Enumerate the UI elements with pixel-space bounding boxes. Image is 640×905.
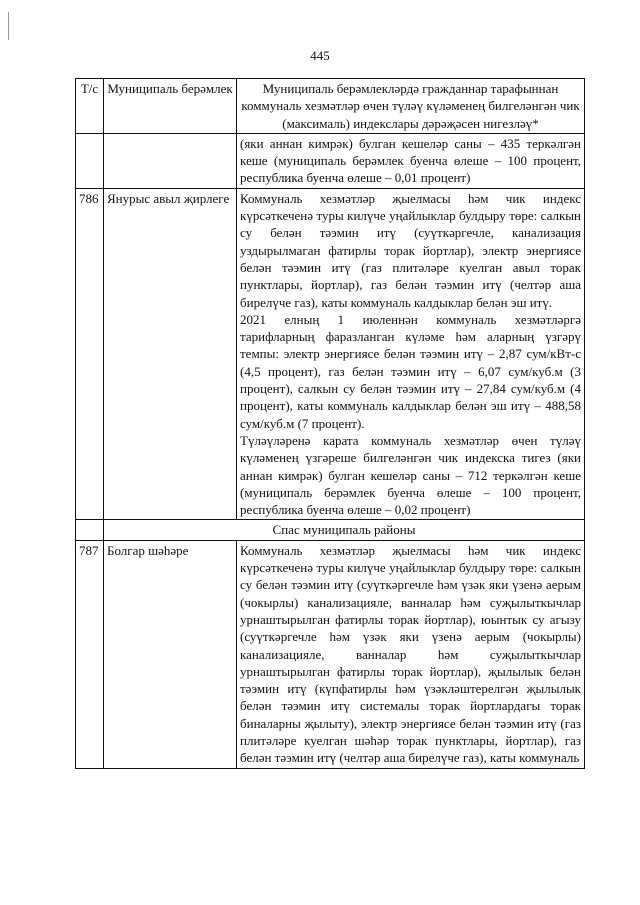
table-row [76,133,585,188]
header-index-justification: Муниципаль берәмлекләрдә гражданнар тарафыннан коммуналь хезмәтләр өчен түләү күләменең билгеләнгән чик (максималь) индекслары дәрәҗәсен нигезләү* [237,79,585,134]
row-municipality: Янурыс авыл җирлеге [104,188,237,520]
table-row [76,188,585,520]
row-justification [237,540,585,768]
header-no: Т/с [76,79,104,134]
justification-paragraph: Түләүләренә карата коммуналь хезмәтләр өчен түләү күләменең үзгәреше билгеләнгән чик индекска тигез (яки аннан кимрәк) булган кешеләр саны – 712 теркәлгән кеше (муниципаль берәмлек буенча өлеше – 100 процент, республика буенча өлеше – 0,02 процент) [240,432,581,518]
justification-paragraph: 2021 елның 1 июленнән коммуналь хезмәтләргә тарифларның фаразланган күләме һәм аларның үзгәрү темпы: электр энергиясе белән тәэмин итү – 2,87 сум/кВт-с (4,5 процент), газ белән тәэмин итү – 6,07 сум/куб.м (3 процент), салкын су белән тәэмин итү – 27,84 сум/куб.м (4 процент), каты коммуналь калдыклар белән эш итү – 488,58 сум/куб.м (7 процент). [240,311,581,431]
row-justification [237,188,585,520]
page-number: 445 [310,48,330,63]
row-municipality [104,133,237,188]
justification-paragraph: Коммуналь хезмәтләр җыелмасы һәм чик индекс күрсәткеченә туры килүче уңайлыклар булдыру төре: салкын су белән тәэмин итү (суүткәргечле, канализация уздырылмаган фатирлы торак йортлар), электр энергиясе белән тәэмин итү (газ плитәләре куелган авыл торак пунктлары, йортлар), газ белән тәэмин итү (челтәр аша бирелүче газ), каты коммуналь калдыклар белән эш итү. [240,190,581,310]
header-municipality: Муниципаль берәмлек [104,79,237,134]
row-number [76,133,104,188]
justification-paragraph: Коммуналь хезмәтләр җыелмасы һәм чик индекс күрсәткеченә туры килүче уңайлыклар булдыру төре: салкын су белән тәэмин итү (суүткәргечле һәм үзәк яки үзенә аерым (чокырлы) канализацияле, ванналар һәм суҗылыткычлар урнаштырылган фатирлы торак йортлар), юынтык су агызу (суүткәргечле һәм үзәк яки үзенә аерым (чокырлы) канализацияле, ванналар һәм суҗылыткычлар урнаштырылган фатирлы торак йортлар), җылылык белән тәэмин итү (күпфатирлы һәм үзәкләштерелгән җылылык белән тәэмин итү системалы торак йортлардагы торак биналарны җылыту), электр энергиясе белән тәэмин итү (газ плитәләре куелган шәһәр торак пунктлары, йортлар), газ белән тәэмин итү (челтәр аша бирелүче газ), каты коммуналь [240,542,581,766]
row-justification [237,133,585,188]
table-row [76,540,585,768]
row-number: 787 [76,540,104,768]
row-municipality: Болгар шәһәре [104,540,237,768]
table-header-row [76,79,585,134]
section-row [76,520,585,540]
margin-line [8,12,9,40]
section-title: Спас муниципаль районы [104,520,585,540]
section-empty-cell [76,520,104,540]
tariff-index-table [75,78,585,769]
justification-paragraph: (яки аннан кимрәк) булган кешеләр саны – 435 теркәлгән кеше (муниципаль берәмлек буенча өлеше – 100 процент, республика буенча өлеше – 0,01 процент) [240,135,581,186]
row-number: 786 [76,188,104,520]
